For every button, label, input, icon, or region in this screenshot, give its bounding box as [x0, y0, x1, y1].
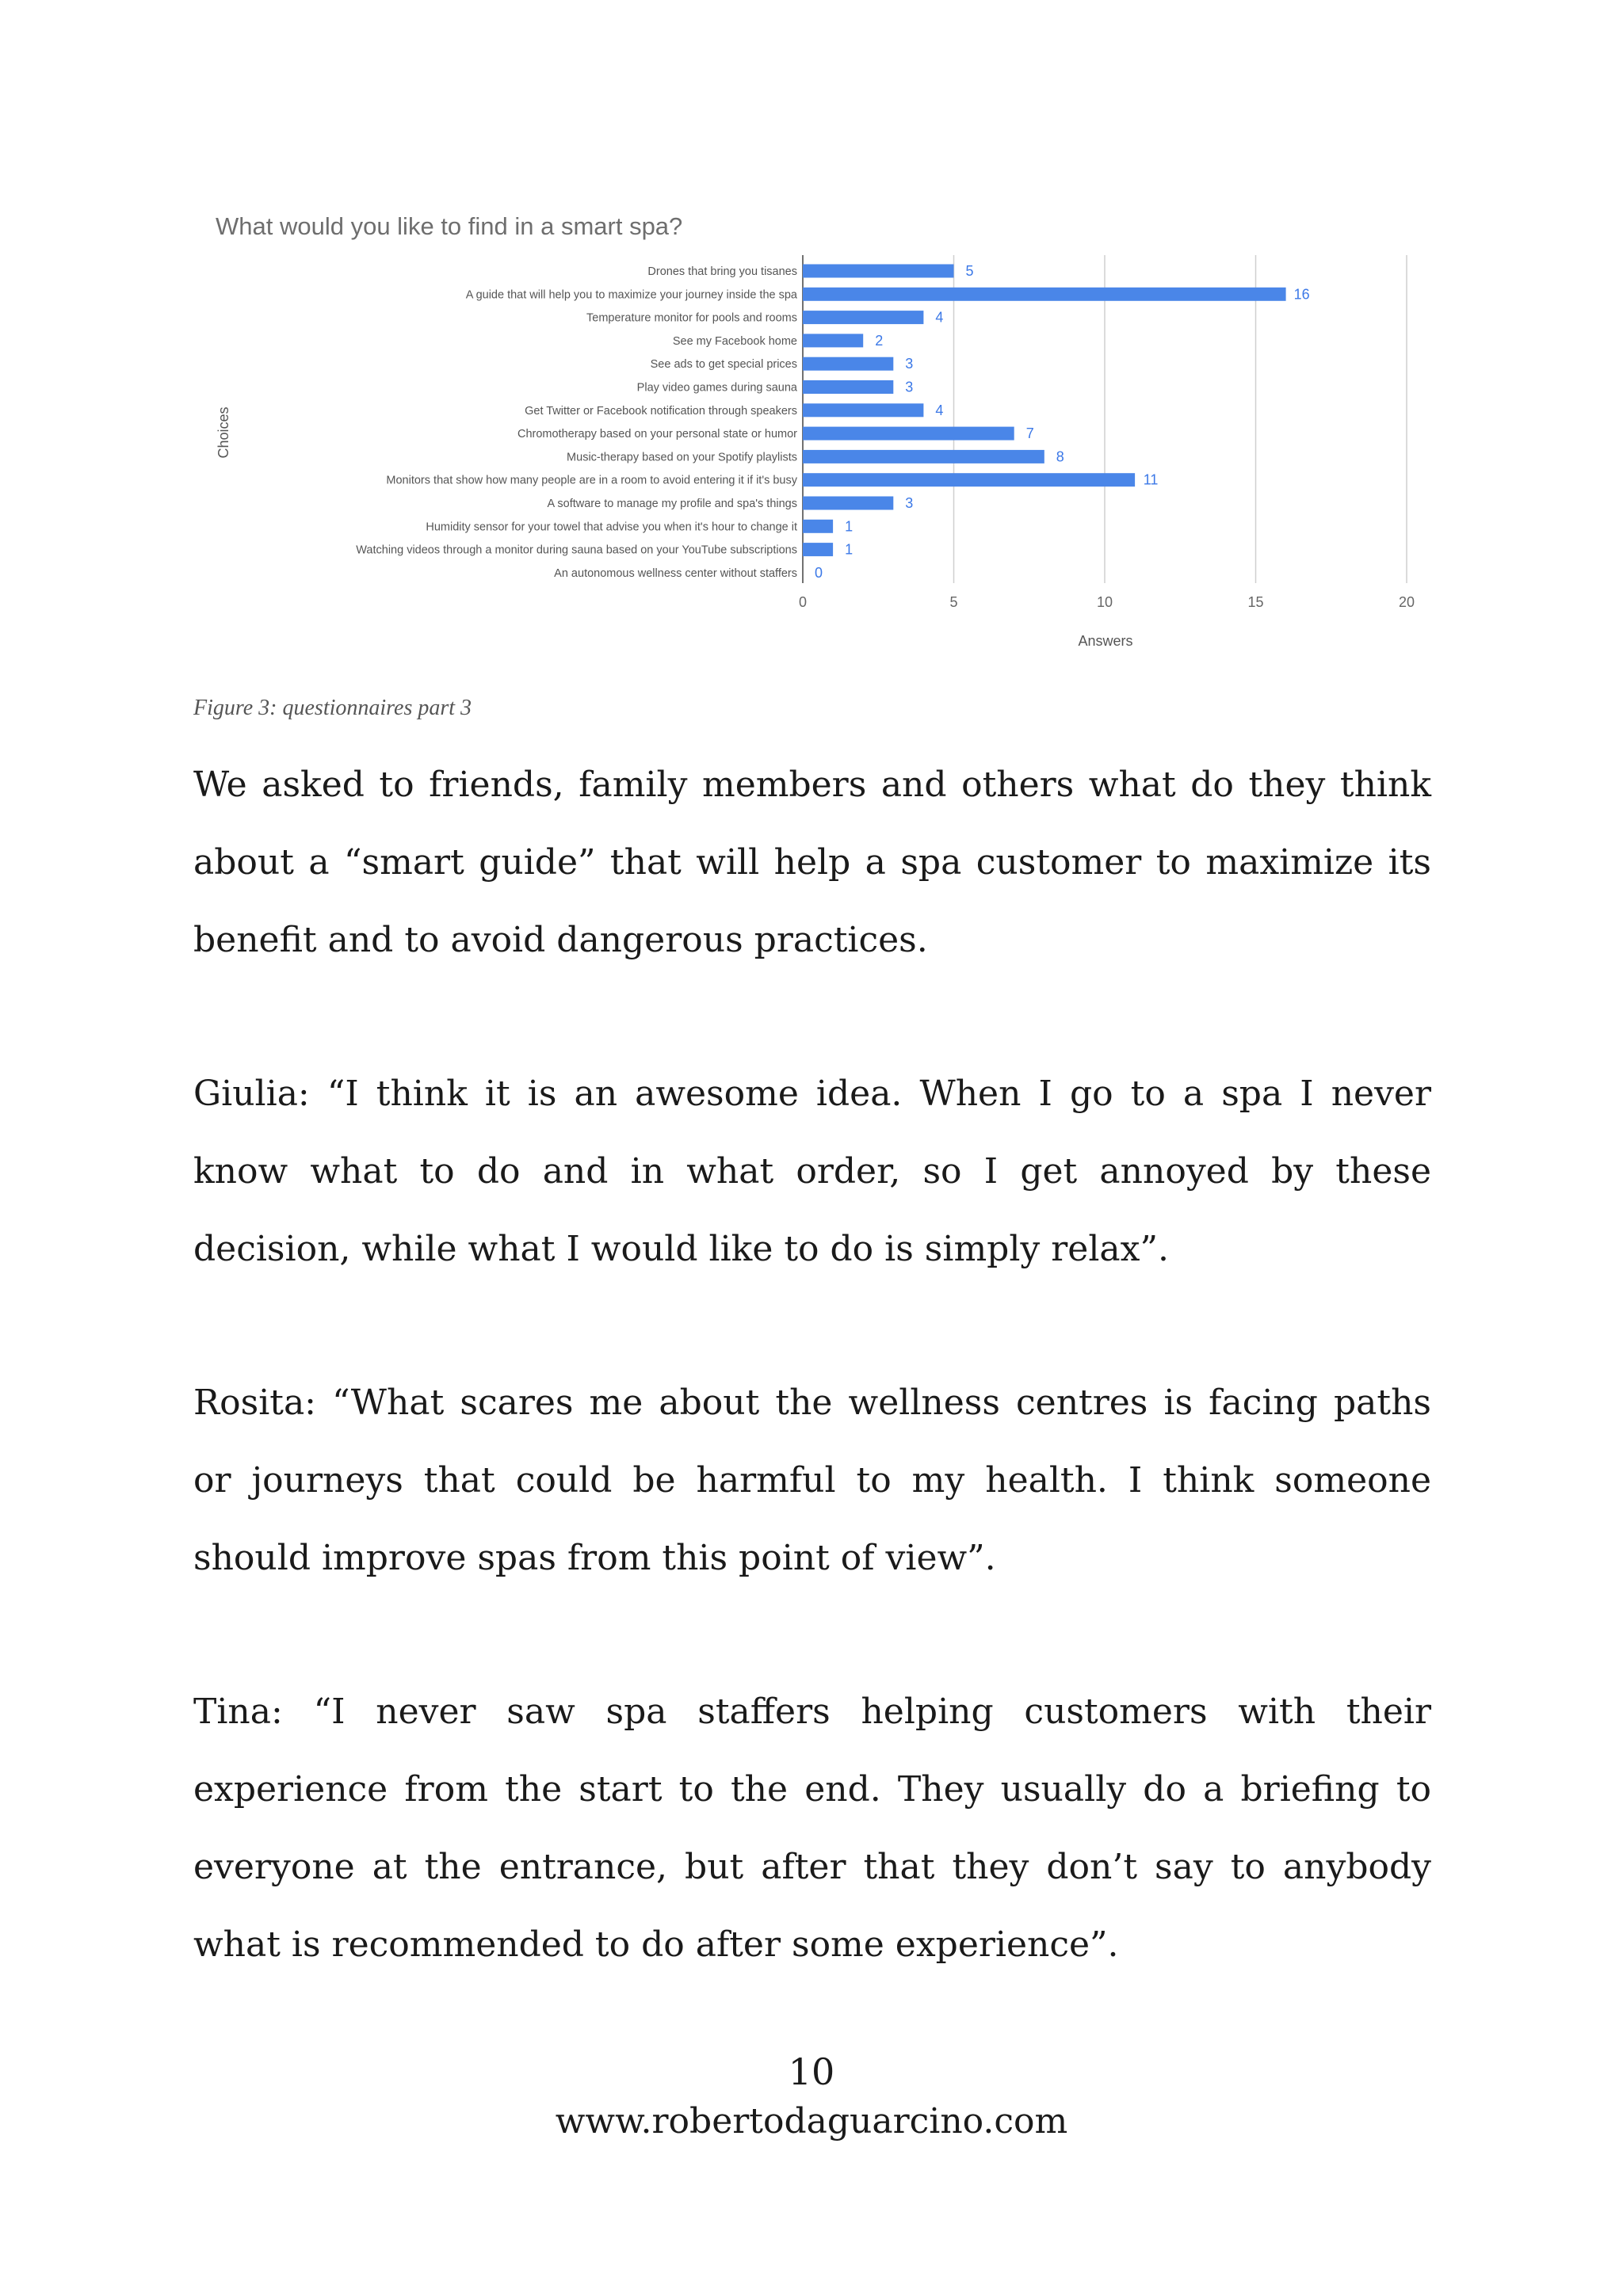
category-label: Drones that bring you tisanes — [647, 265, 797, 278]
x-tick-label: 10 — [1096, 594, 1113, 610]
category-label: Music-therapy based on your Spotify playlists — [567, 451, 797, 464]
bar — [803, 497, 893, 510]
value-label: 3 — [905, 356, 914, 372]
bar — [803, 403, 923, 417]
value-label: 2 — [875, 332, 884, 349]
x-tick-labels — [799, 594, 1415, 610]
bar — [803, 265, 954, 278]
figure-caption: Figure 3: questionnaires part 3 — [193, 696, 472, 720]
bar — [803, 543, 833, 556]
chart-title: What would you like to find in a smart spa? — [216, 212, 683, 240]
intro-paragraph: We asked to friends, family members and others what do they think about a “smart guide” that will help a spa customer to maximize its benefit and to avoid dangerous practices. — [193, 765, 1431, 960]
bar — [803, 357, 893, 371]
category-label: Monitors that show how many people are in a room to avoid entering it if it's busy — [386, 474, 797, 487]
x-tick-label: 15 — [1247, 594, 1264, 610]
bar — [803, 473, 1135, 486]
value-label: 16 — [1293, 286, 1310, 303]
grid-lines — [803, 255, 1407, 583]
category-label: An autonomous wellness center without staffers — [554, 566, 797, 580]
bar — [803, 334, 863, 347]
category-label: A guide that will help you to maximize your journey inside the spa — [465, 288, 797, 302]
page-number: 10 — [788, 2050, 835, 2093]
value-label: 1 — [845, 541, 854, 558]
bar — [803, 288, 1286, 301]
x-tick-label: 0 — [798, 594, 808, 610]
website-url: www.robertodaguarcino.com — [555, 2101, 1068, 2142]
bar — [803, 450, 1044, 463]
value-label: 0 — [814, 564, 823, 581]
category-label: See my Facebook home — [672, 334, 797, 348]
value-label: 8 — [1056, 448, 1064, 465]
category-label: Watching videos through a monitor during sauna based on your YouTube subscriptions — [356, 543, 797, 557]
quote-giulia: Giulia: “I think it is an awesome idea. When I go to a spa I never know what to do and in what order, so I get annoyed by these decision, while what I would like to do is simply relax”. — [193, 1074, 1431, 1269]
value-label: 5 — [965, 263, 974, 279]
value-label: 7 — [1025, 425, 1034, 442]
category-labels — [356, 265, 798, 580]
category-label: Chromotherapy based on your personal state or humor — [517, 428, 797, 441]
category-label: See ads to get special prices — [650, 358, 797, 372]
x-axis-title: Answers — [1078, 633, 1133, 649]
chart-svg — [0, 0, 1623, 681]
quote-tina: Tina: “I never saw spa staffers helping customers with their experience from the start to the end. They usually do a briefing to everyone at the entrance, but after that they don’t say to anybody what is recommended to do after some experience”. — [193, 1691, 1431, 1965]
smart-spa-chart — [0, 0, 1623, 681]
value-label: 11 — [1143, 471, 1159, 488]
category-label: Temperature monitor for pools and rooms — [586, 311, 797, 325]
bar — [803, 311, 923, 324]
quote-rosita: Rosita: “What scares me about the wellness centres is facing paths or journeys that could be harmful to my health. I think someone should improve spas from this point of view”. — [193, 1383, 1431, 1578]
x-tick-label: 20 — [1398, 594, 1415, 610]
y-axis-title: Choices — [216, 406, 231, 459]
value-label: 3 — [905, 379, 914, 395]
value-label: 4 — [935, 402, 944, 418]
bar — [803, 520, 833, 533]
x-tick-label: 5 — [949, 594, 958, 610]
bars — [803, 263, 1310, 581]
category-label: Get Twitter or Facebook notification through speakers — [525, 404, 797, 418]
value-label: 3 — [905, 495, 914, 511]
bar — [803, 427, 1014, 441]
value-label: 4 — [935, 309, 944, 326]
value-label: 1 — [845, 518, 854, 535]
category-label: Play video games during sauna — [636, 381, 797, 395]
category-label: A software to manage my profile and spa's things — [547, 498, 797, 510]
category-label: Humidity sensor for your towel that advise you when it's hour to change it — [426, 521, 797, 534]
bar — [803, 380, 893, 394]
